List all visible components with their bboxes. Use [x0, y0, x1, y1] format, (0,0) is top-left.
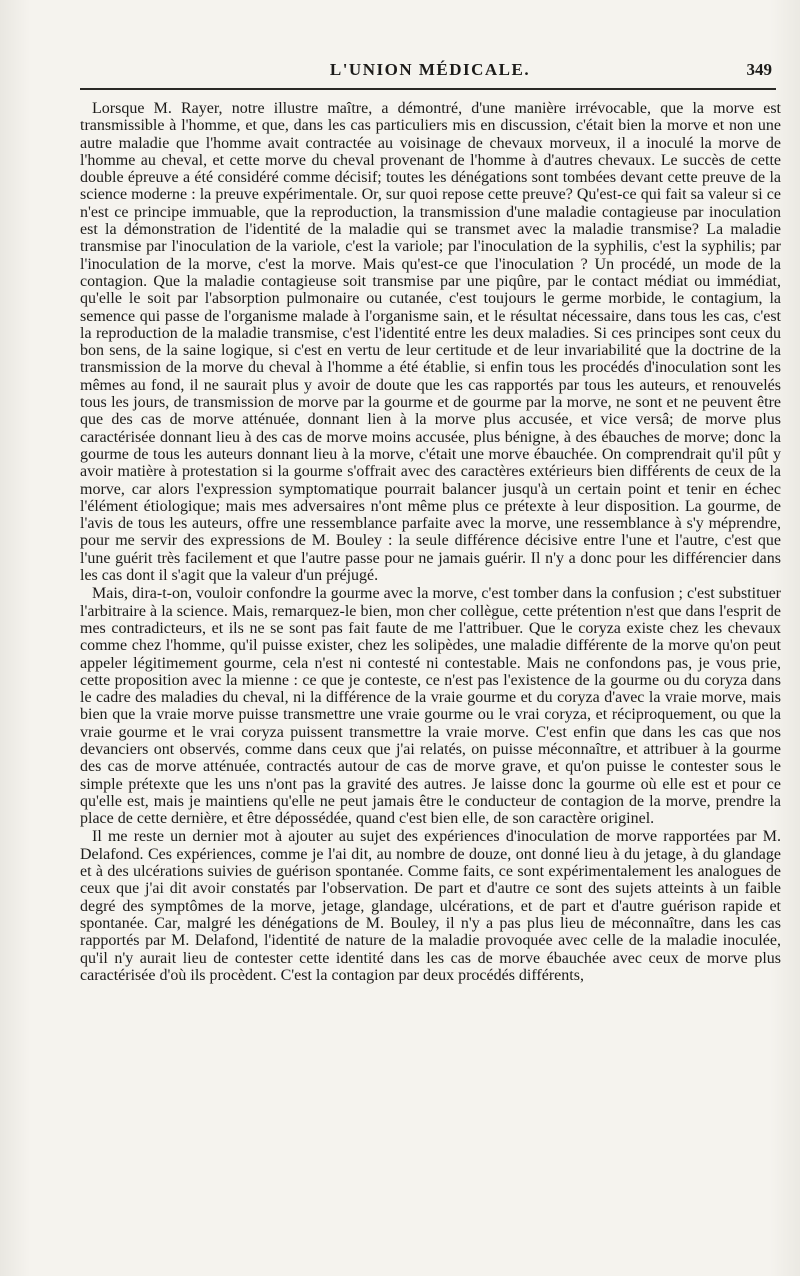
page-header: [80, 57, 780, 87]
running-title: L'UNION MÉDICALE.: [329, 60, 531, 79]
paragraph-2: Mais, dira-t-on, vouloir confondre la gourme avec la morve, c'est tomber dans la confusion ; c'est substituer l'arbitraire à la science. Mais, remarquez-le bien, mon cher collègue, cette prétention n'est que dans l'esprit de mes contradicteurs, et ils ne se sont pas fait faute de me l'attribuer. Que le coryza existe chez les chevaux comme chez l'homme, qu'il puisse exister, chez les solipèdes, une maladie différente de la morve qu'on peut appeler légitimement gourme, cela n'est ni contesté ni contestable. Mais ne confondons pas, je vous prie, cette proposition avec la mienne : ce que je conteste, ce n'est pas l'existence de la gourme ou du coryza dans le cadre des maladies du cheval, ni la différence de la vraie gourme et du coryza d'avec la vraie morve, mais bien que la vraie morve puisse transmettre une vraie gourme ou le vrai coryza, et réciproquement, ou que la vraie gourme et le vrai coryza puissent transmettre la vraie morve. C'est enfin que dans les cas que nos devanciers ont observés, comme dans ceux que j'ai relatés, on puisse méconnaître, et attribuer à la gourme des cas de morve atténuée, contractés autour de cas de morve grave, et qu'on puisse le contester sous le simple prétexte que les uns n'ont pas la gravité des autres. Je laisse donc la gourme où elle est et pour ce qu'elle est, mais je maintiens qu'elle ne peut jamais être le conducteur de contagion de la morve, prendre la place de cette dernière, et être dépossédée, quand c'est bien elle, de son caractère originel.: [80, 585, 781, 828]
page-number: 349: [746, 60, 772, 79]
body-text: [80, 100, 781, 1260]
header-rule: [80, 88, 776, 90]
paragraph-1: Lorsque M. Rayer, notre illustre maître, a démontré, d'une manière irrévocable, que la morve est transmissible à l'homme, et que, dans les cas particuliers mis en discussion, c'était bien la morve et non une autre maladie que l'homme avait contractée au voisinage de chevaux morveux, il a inoculé la morve de l'homme au cheval, et cette morve du cheval provenant de l'homme à d'autres chevaux. Le succès de cette double épreuve a été considéré comme décisif; toutes les dénégations sont tombées devant cette preuve de la science moderne : la preuve expérimentale. Or, sur quoi repose cette preuve? Qu'est-ce qui fait sa valeur si ce n'est ce principe immuable, que la reproduction, la transmission d'une maladie contagieuse par inoculation est la démonstration de l'identité de la maladie qui se transmet avec la maladie transmise? La maladie transmise par l'inoculation de la variole, c'est la variole; par l'inoculation de la syphilis, c'est la syphilis; par l'inoculation de la morve, c'est la morve. Mais qu'est-ce que l'inoculation ? Un procédé, un mode de la contagion. Que la maladie contagieuse soit transmise par une piqûre, par le contact médiat ou immédiat, qu'elle le soit par l'absorption pulmonaire ou cutanée, c'est toujours le germe morbide, le contagium, la semence qui passe de l'organisme malade à l'organisme sain, et le résultat nécessaire, dans tous les cas, c'est la reproduction de la maladie transmise, c'est l'identité entre les deux maladies. Si ces principes sont ceux du bon sens, de la saine logique, si c'est en vertu de leur certitude et de leur invariabilité que la doctrine de la transmission de la morve du cheval à l'homme a été établie, si enfin tous les procédés d'inoculation sont les mêmes au fond, il ne saurait plus y avoir de doute que les cas rapportés par tous les auteurs, et renouvelés tous les jours, de transmission de morve par la gourme et de gourme par la morve, ne sont et ne peuvent être que des cas de morve atténuée, donnant lien à la morve plus accusée, et vice versâ; de morve plus caractérisée donnant lieu à des cas de morve moins accusée, plus bénigne, à des ébauches de morve; donc la gourme de tous les auteurs donnant lieu à la morve, c'était une morve ébauchée. On comprendrait qu'il pût y avoir matière à protestation si la gourme s'offrait avec des caractères extérieurs bien différents de ceux de la morve, car alors l'expression symptomatique pourrait balancer jusqu'à un certain point et tenir en échec l'élément étiologique; mais mes adversaires n'ont même plus ce prétexte à leur disposition. La gourme, de l'avis de tous les auteurs, offre une ressemblance parfaite avec la morve, une ressemblance à s'y méprendre, pour me servir des expressions de M. Bouley : la seule différence décisive entre l'une et l'autre, c'est que l'une guérit très facilement et que l'autre passe pour ne jamais guérir. Il n'y a donc pour les différencier dans les cas dont il s'agit que la valeur d'un préjugé.: [80, 100, 781, 585]
paragraph-3: Il me reste un dernier mot à ajouter au sujet des expériences d'inoculation de morve rapportées par M. Delafond. Ces expériences, comme je l'ai dit, au nombre de douze, ont donné lieu à du jetage, à du glandage et à des ulcérations suivies de guérison spontanée. Comme faits, ce sont expérimentalement les analogues de ceux que j'ai dit avoir constatés par l'observation. De part et d'autre ce sont des sujets atteints à un faible degré des symptômes de la morve, jetage, glandage, ulcérations, et de part et d'autre guérison rapide et spontanée. Car, malgré les dénégations de M. Bouley, il n'y a pas plus lieu de méconnaître, dans les cas rapportés par M. Delafond, l'identité de nature de la maladie provoquée avec celle de la maladie inoculée, qu'il n'y aurait lieu de contester cette identité dans les cas de morve ébauchée avec ceux de morve plus caractérisée d'où ils procèdent. C'est la contagion par deux procédés différents,: [80, 828, 781, 984]
